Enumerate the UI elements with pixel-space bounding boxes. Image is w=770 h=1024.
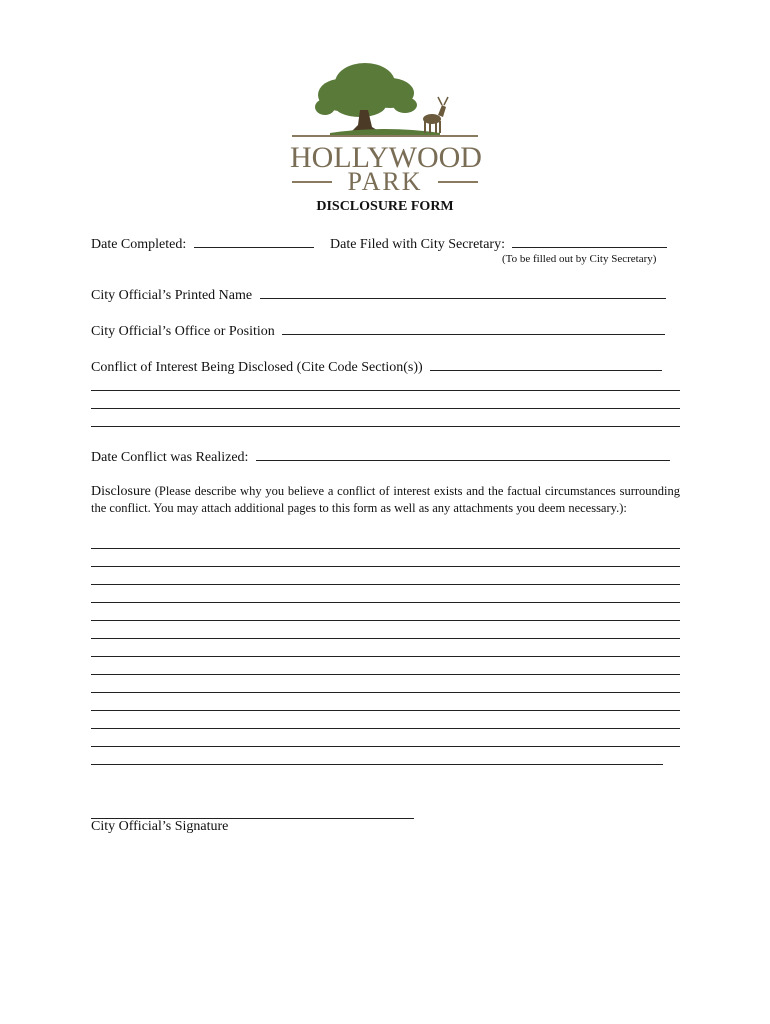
date-completed-field[interactable]	[194, 235, 314, 248]
disclosure-line[interactable]	[91, 584, 680, 585]
conflict-line[interactable]	[91, 408, 680, 409]
date-realized-label: Date Conflict was Realized:	[91, 450, 249, 465]
disclosure-line[interactable]	[91, 674, 680, 675]
hollywood-park-logo	[290, 55, 480, 195]
disclosure-paragraph	[91, 483, 680, 516]
date-filed-field[interactable]	[512, 235, 667, 248]
office-label: City Official’s Office or Position	[91, 324, 275, 339]
logo-wordmark-line2: PARK	[347, 167, 423, 196]
disclosure-line[interactable]	[91, 746, 680, 747]
conflict-line[interactable]	[91, 426, 680, 427]
disclosure-line[interactable]	[91, 692, 680, 693]
disclosure-line[interactable]	[91, 620, 680, 621]
printed-name-field[interactable]	[260, 286, 666, 299]
office-field[interactable]	[282, 322, 665, 335]
conflict-row	[91, 358, 662, 376]
date-filed-label: Date Filed with City Secretary:	[330, 237, 505, 252]
disclosure-instructions: (Please describe why you believe a conflict of interest exists and the factual circumstances surrounding the conflict. You may attach additional pages to this form as well as any attachments you deem necessary.):	[91, 484, 681, 515]
disclosure-line[interactable]	[91, 656, 680, 657]
conflict-field[interactable]	[430, 358, 662, 371]
date-completed-row	[91, 235, 314, 253]
disclosure-line[interactable]	[91, 728, 680, 729]
disclosure-line[interactable]	[91, 548, 680, 549]
form-title: DISCLOSURE FORM	[316, 199, 454, 214]
disclosure-line[interactable]	[91, 764, 663, 765]
office-row	[91, 322, 665, 340]
disclosure-line[interactable]	[91, 710, 680, 711]
printed-name-row	[91, 286, 666, 304]
disclosure-line[interactable]	[91, 566, 680, 567]
disclosure-line[interactable]	[91, 602, 680, 603]
printed-name-label: City Official’s Printed Name	[91, 288, 253, 303]
date-completed-label: Date Completed:	[91, 237, 187, 252]
date-realized-row	[91, 448, 670, 466]
date-filed-note: (To be filled out by City Secretary)	[502, 253, 657, 265]
disclosure-label: Disclosure	[91, 484, 151, 499]
date-realized-field[interactable]	[256, 448, 670, 461]
logo-wordmark-line1: HOLLYWOOD	[290, 141, 482, 174]
disclosure-line[interactable]	[91, 638, 680, 639]
conflict-label: Conflict of Interest Being Disclosed (Cite Code Section(s))	[91, 360, 423, 375]
date-filed-row	[330, 235, 667, 253]
signature-label: City Official’s Signature	[91, 819, 229, 834]
conflict-line[interactable]	[91, 390, 680, 391]
